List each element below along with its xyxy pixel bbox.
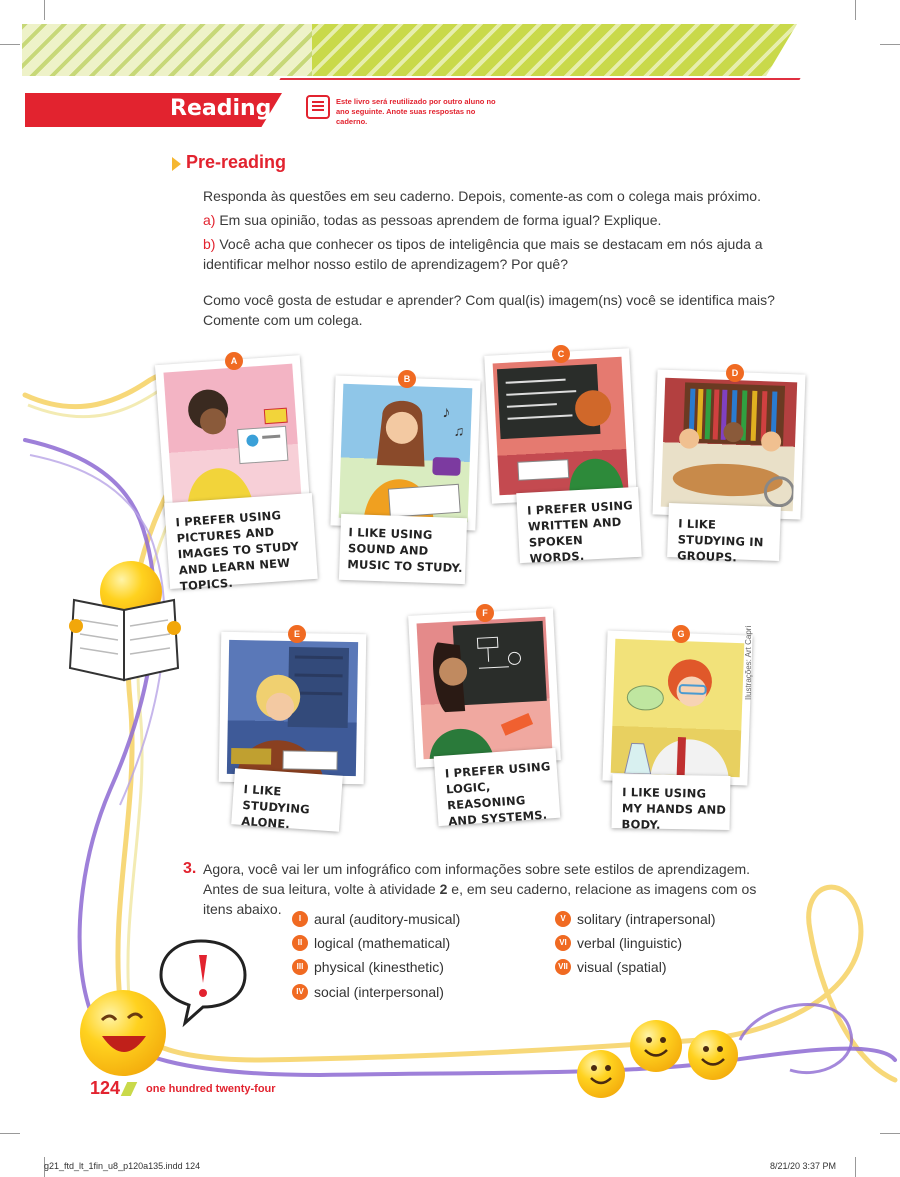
photo-card-g xyxy=(602,631,752,786)
photo-card-a xyxy=(155,355,310,515)
option-label: social (interpersonal) xyxy=(314,984,444,1000)
caption-card-f xyxy=(434,748,561,829)
option-ii xyxy=(292,935,450,951)
caption-card-g xyxy=(612,774,731,830)
illustration-kinesthetic-learner xyxy=(611,639,745,777)
roman-numeral-badge: VI xyxy=(555,935,571,951)
question-letter: b) xyxy=(203,236,216,252)
print-timestamp: 8/21/20 3:37 PM xyxy=(770,1161,837,1171)
roman-numeral-badge: II xyxy=(292,935,308,951)
caption-card-c xyxy=(516,487,641,566)
photo-card-e xyxy=(219,632,367,785)
option-label: visual (spatial) xyxy=(577,959,667,975)
roman-numeral-badge: V xyxy=(555,911,571,927)
activity-reference-number: 2 xyxy=(439,881,448,897)
illustration-logical-learner xyxy=(417,617,553,760)
photo-card-b xyxy=(330,376,480,531)
photo-caption: I LIKE USING SOUND AND MUSIC TO STUDY. xyxy=(347,525,464,576)
badge-c: C xyxy=(552,345,570,363)
option-v xyxy=(555,911,716,927)
reuse-note: Este livro será reutilizado por outro aluno no ano seguinte. Anote suas respostas no caderno. xyxy=(336,97,496,126)
page-number: 124 xyxy=(90,1078,121,1098)
notebook-icon xyxy=(306,95,330,119)
photo-card-d xyxy=(653,369,806,519)
photo-caption: I LIKE USING MY HANDS AND BODY. xyxy=(621,785,727,832)
badge-e: E xyxy=(288,625,306,643)
badge-b: B xyxy=(398,370,416,388)
instructions-text-part1: Agora, você vai ler um infográfico com informações sobre sete estilos de aprendizagem. Antes de sua leitura, volte à atividade xyxy=(203,861,751,897)
pre-reading-intro: Responda às questões em seu caderno. Depois, comente-as com o colega mais próximo. xyxy=(203,188,761,204)
option-i xyxy=(292,911,460,927)
activity-3-instructions xyxy=(203,859,783,919)
svg-text:♫: ♫ xyxy=(453,422,465,440)
roman-numeral-badge: IV xyxy=(292,984,308,1000)
roman-numeral-badge: I xyxy=(292,911,308,927)
option-vi xyxy=(555,935,682,951)
caption-card-d xyxy=(667,503,781,565)
option-label: physical (kinesthetic) xyxy=(314,959,444,975)
question-text: Em sua opinião, todas as pessoas aprendem de forma igual? Explique. xyxy=(219,212,662,228)
emoji-laughing-icon xyxy=(80,990,166,1076)
illustration-musical-learner xyxy=(339,384,473,522)
photo-caption: I PREFER USING PICTURES AND IMAGES TO STUDY AND LEARN NEW TOPICS. xyxy=(175,508,300,594)
caption-card-e xyxy=(231,768,343,831)
illustration-social-learner xyxy=(661,378,797,512)
bullet-arrow-icon xyxy=(172,157,181,171)
photo-card-c xyxy=(484,348,637,503)
option-label: aural (auditory-musical) xyxy=(314,911,461,927)
option-label: verbal (linguistic) xyxy=(577,935,683,951)
emoji-smile-icon xyxy=(688,1030,738,1080)
file-info: g21_ftd_lt_1fin_u8_p120a135.indd 124 xyxy=(44,1161,201,1171)
photo-card-f xyxy=(408,608,561,767)
question-b xyxy=(203,234,768,274)
photo-caption: I LIKE STUDYING ALONE. xyxy=(240,781,311,832)
open-book-icon xyxy=(66,580,186,690)
section-title: Reading xyxy=(170,96,272,121)
header-pattern-light xyxy=(22,24,312,76)
svg-text:♪: ♪ xyxy=(442,404,451,422)
roman-numeral-badge: III xyxy=(292,959,308,975)
question-letter: a) xyxy=(203,212,216,228)
caption-card-b xyxy=(339,514,467,584)
photo-caption: I PREFER USING WRITTEN AND SPOKEN WORDS. xyxy=(526,498,634,566)
photo-caption: I PREFER USING LOGIC, REASONING AND SYSTEMS. xyxy=(444,759,551,829)
emoji-smile-icon xyxy=(577,1050,625,1098)
illustration-visual-learner xyxy=(163,364,301,507)
option-iv xyxy=(292,984,444,1000)
header-divider xyxy=(279,78,800,80)
pre-reading-prompt: Como você gosta de estudar e aprender? Com qual(is) imagem(ns) você se identifica mais? Comente com um colega. xyxy=(203,292,775,328)
emoji-smile-icon xyxy=(630,1020,682,1072)
option-vii xyxy=(555,959,666,975)
option-label: logical (mathematical) xyxy=(314,935,451,951)
illustration-credit: Ilustrações: Art Capri xyxy=(744,625,753,700)
question-text: Você acha que conhecer os tipos de inteligência que mais se destacam em nós ajuda a identificar melhor nosso estilo de aprendizagem? Por quê? xyxy=(203,236,763,272)
badge-g: G xyxy=(672,625,690,643)
illustration-verbal-learner xyxy=(493,357,629,496)
badge-f: F xyxy=(476,604,494,622)
option-label: solitary (intrapersonal) xyxy=(577,911,716,927)
badge-a: A xyxy=(225,352,243,370)
illustration-solitary-learner xyxy=(227,640,358,776)
page-number-words: one hundred twenty-four xyxy=(146,1083,276,1095)
pre-reading-heading: Pre-reading xyxy=(186,152,287,172)
activity-number: 3. xyxy=(183,860,197,877)
option-iii xyxy=(292,959,444,975)
photo-caption: I LIKE STUDYING IN GROUPS. xyxy=(676,516,764,565)
badge-d: D xyxy=(726,364,744,382)
roman-numeral-badge: VII xyxy=(555,959,571,975)
caption-card-a xyxy=(164,493,318,594)
exclamation-speech-bubble-icon xyxy=(155,935,250,1030)
instructions-text-part2: e, em seu caderno, relacione as imagens com os itens abaixo. xyxy=(203,881,757,917)
question-a xyxy=(203,210,783,230)
